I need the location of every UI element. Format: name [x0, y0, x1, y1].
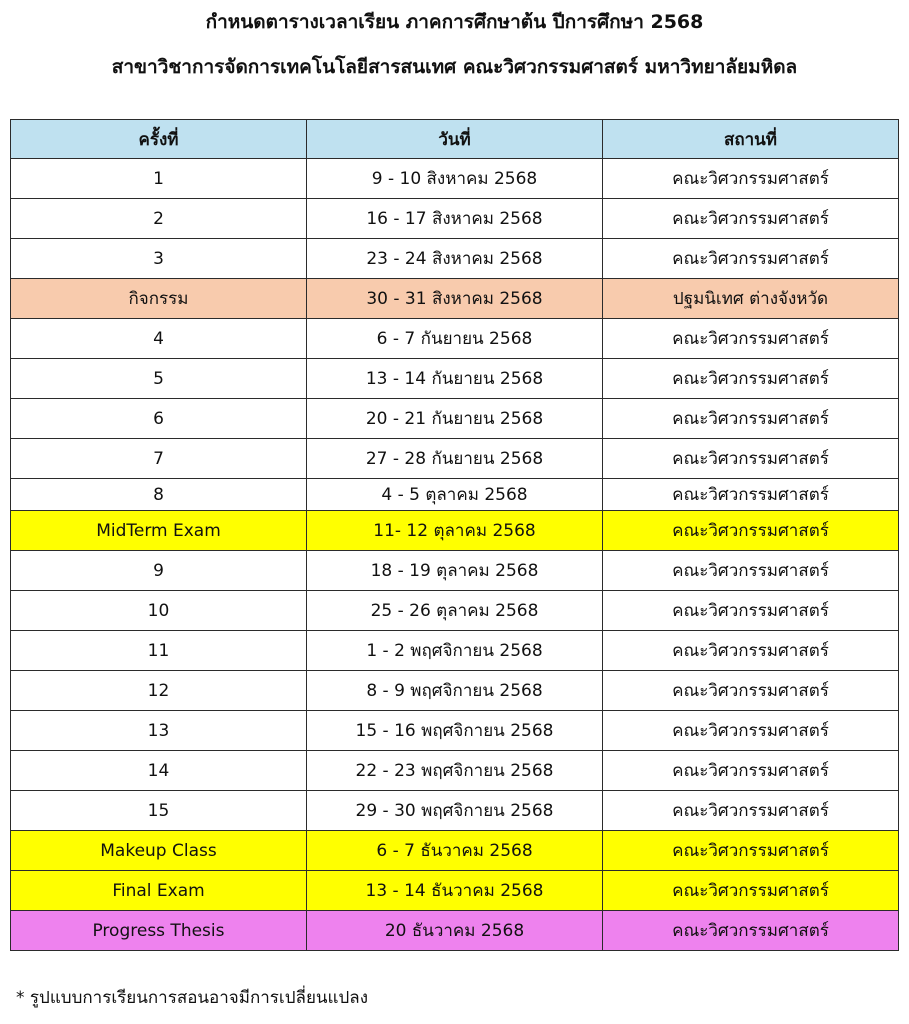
- session-cell: MidTerm Exam: [11, 511, 307, 551]
- table-row: [11, 791, 899, 831]
- change-note: * รูปแบบการเรียนการสอนอาจมีการเปลี่ยนแปลง: [16, 988, 368, 1008]
- session-cell: 9: [11, 551, 307, 591]
- date-cell: 8 - 9 พฤศจิกายน 2568: [307, 671, 603, 711]
- table-row: [11, 359, 899, 399]
- place-cell: คณะวิศวกรรมศาสตร์: [603, 551, 899, 591]
- date-cell: 25 - 26 ตุลาคม 2568: [307, 591, 603, 631]
- date-cell: 1 - 2 พฤศจิกายน 2568: [307, 631, 603, 671]
- table-row: [11, 439, 899, 479]
- session-cell: Final Exam: [11, 871, 307, 911]
- table-row: [11, 751, 899, 791]
- table-row: [11, 279, 899, 319]
- date-cell: 13 - 14 ธันวาคม 2568: [307, 871, 603, 911]
- place-cell: คณะวิศวกรรมศาสตร์: [603, 319, 899, 359]
- place-cell: คณะวิศวกรรมศาสตร์: [603, 911, 899, 951]
- place-cell: คณะวิศวกรรมศาสตร์: [603, 591, 899, 631]
- date-cell: 6 - 7 กันยายน 2568: [307, 319, 603, 359]
- session-cell: 3: [11, 239, 307, 279]
- session-cell: 6: [11, 399, 307, 439]
- place-cell: คณะวิศวกรรมศาสตร์: [603, 671, 899, 711]
- table-row: [11, 831, 899, 871]
- session-cell: 2: [11, 199, 307, 239]
- date-cell: 4 - 5 ตุลาคม 2568: [307, 479, 603, 511]
- place-cell: คณะวิศวกรรมศาสตร์: [603, 751, 899, 791]
- date-cell: 23 - 24 สิงหาคม 2568: [307, 239, 603, 279]
- session-cell: 15: [11, 791, 307, 831]
- session-cell: Makeup Class: [11, 831, 307, 871]
- session-cell: 10: [11, 591, 307, 631]
- place-cell: คณะวิศวกรรมศาสตร์: [603, 631, 899, 671]
- header-date: วันที่: [307, 120, 603, 159]
- table-row: [11, 319, 899, 359]
- date-cell: 18 - 19 ตุลาคม 2568: [307, 551, 603, 591]
- place-cell: คณะวิศวกรรมศาสตร์: [603, 871, 899, 911]
- schedule-title: กำหนดตารางเวลาเรียน ภาคการศึกษาต้น ปีการศึกษา 2568: [205, 11, 704, 33]
- table-row: [11, 159, 899, 199]
- table-row: [11, 511, 899, 551]
- session-cell: Progress Thesis: [11, 911, 307, 951]
- place-cell: คณะวิศวกรรมศาสตร์: [603, 511, 899, 551]
- place-cell: ปฐมนิเทศ ต่างจังหวัด: [603, 279, 899, 319]
- place-cell: คณะวิศวกรรมศาสตร์: [603, 831, 899, 871]
- place-cell: คณะวิศวกรรมศาสตร์: [603, 399, 899, 439]
- table-header-row: [11, 120, 899, 159]
- session-cell: 7: [11, 439, 307, 479]
- session-cell: 5: [11, 359, 307, 399]
- department-title: สาขาวิชาการจัดการเทคโนโลยีสารสนเทศ คณะวิศวกรรมศาสตร์ มหาวิทยาลัยมหิดล: [111, 56, 798, 78]
- date-cell: 30 - 31 สิงหาคม 2568: [307, 279, 603, 319]
- table-row: [11, 711, 899, 751]
- session-cell: 13: [11, 711, 307, 751]
- date-cell: 29 - 30 พฤศจิกายน 2568: [307, 791, 603, 831]
- table-row: [11, 671, 899, 711]
- place-cell: คณะวิศวกรรมศาสตร์: [603, 199, 899, 239]
- date-cell: 20 - 21 กันยายน 2568: [307, 399, 603, 439]
- table-row: [11, 871, 899, 911]
- place-cell: คณะวิศวกรรมศาสตร์: [603, 439, 899, 479]
- table-row: [11, 479, 899, 511]
- session-cell: 14: [11, 751, 307, 791]
- place-cell: คณะวิศวกรรมศาสตร์: [603, 479, 899, 511]
- date-cell: 13 - 14 กันยายน 2568: [307, 359, 603, 399]
- place-cell: คณะวิศวกรรมศาสตร์: [603, 159, 899, 199]
- session-cell: 1: [11, 159, 307, 199]
- place-cell: คณะวิศวกรรมศาสตร์: [603, 711, 899, 751]
- table-row: [11, 399, 899, 439]
- table-row: [11, 911, 899, 951]
- date-cell: 16 - 17 สิงหาคม 2568: [307, 199, 603, 239]
- date-cell: 27 - 28 กันยายน 2568: [307, 439, 603, 479]
- date-cell: 20 ธันวาคม 2568: [307, 911, 603, 951]
- date-cell: 22 - 23 พฤศจิกายน 2568: [307, 751, 603, 791]
- place-cell: คณะวิศวกรรมศาสตร์: [603, 359, 899, 399]
- session-cell: 11: [11, 631, 307, 671]
- date-cell: 6 - 7 ธันวาคม 2568: [307, 831, 603, 871]
- session-cell: 8: [11, 479, 307, 511]
- session-cell: กิจกรรม: [11, 279, 307, 319]
- header-place: สถานที่: [603, 120, 899, 159]
- date-cell: 15 - 16 พฤศจิกายน 2568: [307, 711, 603, 751]
- date-cell: 9 - 10 สิงหาคม 2568: [307, 159, 603, 199]
- session-cell: 4: [11, 319, 307, 359]
- table-row: [11, 551, 899, 591]
- session-cell: 12: [11, 671, 307, 711]
- date-cell: 11- 12 ตุลาคม 2568: [307, 511, 603, 551]
- table-row: [11, 591, 899, 631]
- table-row: [11, 199, 899, 239]
- schedule-table: [10, 119, 899, 951]
- table-row: [11, 239, 899, 279]
- table-row: [11, 631, 899, 671]
- place-cell: คณะวิศวกรรมศาสตร์: [603, 239, 899, 279]
- schedule-body: [11, 159, 899, 951]
- header-session: ครั้งที่: [11, 120, 307, 159]
- place-cell: คณะวิศวกรรมศาสตร์: [603, 791, 899, 831]
